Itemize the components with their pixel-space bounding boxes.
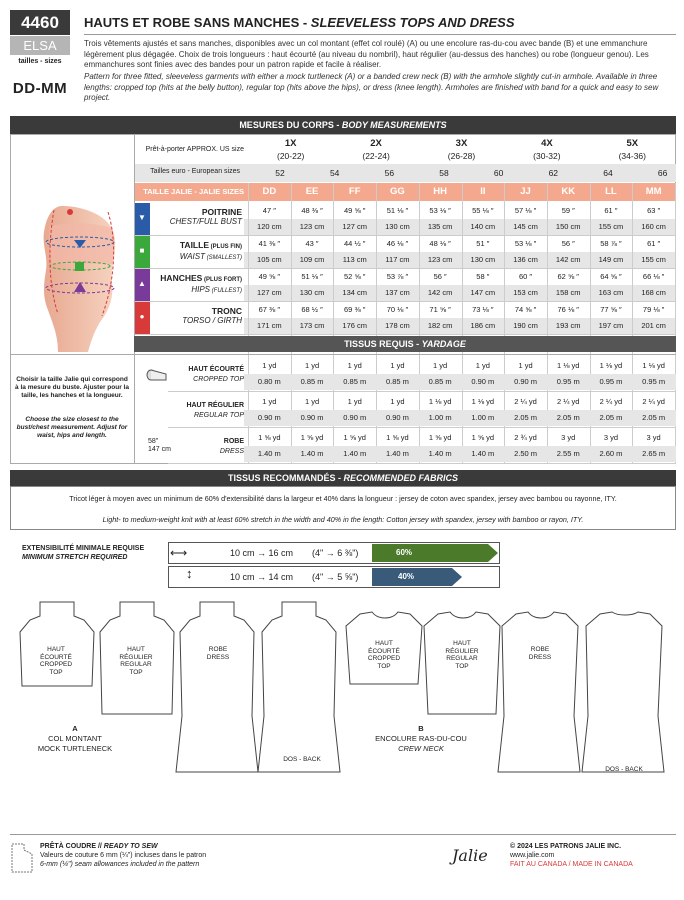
inch-value: 66 ⅛ ″ [642,272,665,281]
view-b-fr: ENCOLURE RAS-DU-COU [375,734,467,743]
inch-value: 51 ″ [476,239,490,248]
inch-value: 53 ⅛ ″ [429,206,451,215]
inch-value: 64 ⅝ ″ [600,272,622,281]
yardage-yd: 1 ⅛ yd [556,361,580,370]
measurements-title-fr: MESURES DU CORPS - [239,120,342,130]
measure-label [150,208,242,226]
euro-size: 64 [603,168,613,178]
measure-qual-fr: (PLUS FIN) [209,244,242,250]
yardage-m: 2.05 m [599,413,623,422]
stretch-v-percent: 40% [398,572,415,581]
yardage-label [172,400,244,420]
yardage-m: 0.90 m [385,413,409,422]
measure-label [150,274,242,296]
fabrics-en: Light- to medium-weight knit with at least 60% stretch in the width and 40% in the length: Cotton jersey with spandex, jersey with bamboo or rayon, ITY. [102,515,584,524]
inch-value: 57 ⅛ ″ [514,206,537,215]
ready-en: READY TO SEW [103,843,158,850]
measure-name-fr: TAILLE [179,240,209,250]
yardage-yd: 1 ⅝ yd [428,433,452,442]
cm-value: 113 cm [342,255,367,264]
inch-value: 77 ⅝ ″ [600,305,622,314]
euro-size: 60 [493,168,504,178]
fabrics-fr: Tricot léger à moyen avec un minimum de 60% d'extensibilité dans la largeur et 40% dans la longueur : jersey de coton avec spandex, jersey avec bambou ou rayonne, ITY. [69,494,617,503]
measure-qual-fr: (PLUS FORT) [202,277,242,283]
body-silhouette-icon [14,204,132,352]
view-b-dress [498,612,580,772]
row-divider [134,301,676,302]
inch-value: 52 ⅝ ″ [344,272,366,281]
yardage-yd: 1 ⅛ yd [471,397,495,406]
title-divider [84,34,676,35]
yardage-m: 1.00 m [428,413,452,422]
inch-value: 63 ″ [647,206,661,215]
yardage-m: 1.40 m [343,449,367,458]
yardage-label [172,364,244,384]
cm-value: 137 cm [385,288,410,297]
cm-value: 120 cm [257,222,282,231]
sizes-label: tailles - sizes [18,58,62,65]
jalie-logo: Jalie [452,846,488,865]
pattern-number: 4460 [10,10,70,35]
yardage-m: 0.90 m [300,413,324,422]
stretch-label-en: MINIMUM STRETCH REQUIRED [22,554,128,561]
stretch-label-fr: EXTENSIBILITÉ MINIMALE REQUISE [22,545,145,552]
rtw-range: (22-24) [362,151,390,161]
stretch-h-in: (4" → 6 ⅜") [312,548,359,558]
yardage-m: 0.85 m [385,377,409,386]
vertical-divider [134,134,135,464]
cm-value: 123 cm [299,222,325,231]
row-divider [168,427,676,428]
rtw-size: 4X [541,138,553,149]
cm-value: 136 cm [513,255,538,264]
yardage-m: 0.80 m [257,377,281,386]
yardage-yd: 1 yd [262,397,277,406]
yardage-name-en: CROPPED TOP [193,376,244,383]
yardage-yd: 1 ⅛ yd [642,361,665,370]
yardage-name-fr: ROBE [223,438,244,445]
cm-value: 142 cm [555,255,581,264]
jalie-size: KK [561,186,576,197]
pattern-name: ELSA [10,36,70,55]
website-link[interactable]: www.jalie.com [510,852,555,859]
measure-qual-en: (SMALLEST) [204,255,242,261]
rtw-range: (20-22) [276,151,305,161]
inch-value: 68 ½ ″ [301,305,323,314]
jalie-size: MM [645,186,662,197]
yardage-m: 0.95 m [556,377,580,386]
cm-value: 145 cm [513,222,538,231]
view-a-en: MOCK TURTLENECK [37,744,113,753]
yardage-label [172,436,244,456]
yardage-yd: 1 yd [390,361,405,370]
inch-value: 71 ⅝ ″ [429,305,451,314]
yardage-title-en: YARDAGE [421,339,466,349]
cm-value: 193 cm [555,321,581,330]
footer-company [510,842,633,869]
row-divider [168,463,676,464]
fabric-roll-icon [146,368,168,382]
inch-value: 53 ⅞ ″ [386,272,409,281]
inch-value: 59 ″ [561,206,575,215]
jalie-size: EE [305,186,319,197]
inch-value: 62 ⅝ ″ [557,272,579,281]
measurements-title-en: BODY MEASUREMENTS [341,120,447,130]
stretch-h-percent: 60% [396,548,413,557]
stretch-h-cm: 10 cm → 16 cm [230,548,294,558]
inch-value: 73 ⅛ ″ [472,305,494,314]
footer-divider [10,834,676,835]
euro-size: 52 [275,168,285,178]
yardage-m: 0.90 m [471,377,495,386]
yardage-m: 2.65 m [642,449,666,458]
yardage-yd: 1 yd [475,361,490,370]
description-en: Pattern for three fitted, sleeveless garments with either a mock turtleneck (A) or a banded crew neck (B) with the armhole slightly cut-in armhole. Available in three lengths: cropped top (hits at the belly button), regular top (hits above the hips), or dress (knee length). Armholes are finished with band for a quick and easy to sew project. [84,72,659,102]
yardage-m: 1.40 m [385,449,409,458]
view-a-fr: COL MONTANT [48,734,102,743]
view-a-dress [176,602,258,772]
yardage-m: 2.05 m [642,413,666,422]
label-a-dress: ROBE DRESS [206,646,230,661]
jalie-size: II [480,186,486,197]
yardage-m: 0.95 m [599,377,623,386]
yardage-note-en: Choose the size closest to the bust/chest measurement. Adjust for waist, hips and length. [16,416,128,439]
inch-value: 61 ″ [604,206,618,215]
rtw-range: (30-32) [533,151,561,161]
cm-value: 130 cm [299,288,325,297]
yardage-yd: 1 ⅛ yd [599,361,623,370]
view-a-caption [20,724,130,754]
cm-value: 201 cm [641,321,666,330]
inch-value: 46 ⅛ ″ [386,239,409,248]
label-b-cropped: HAUT ÉCOURTÉ CROPPED TOP [367,640,401,670]
yardage-yd: 1 ⅝ yd [386,433,409,442]
cm-value: 135 cm [427,222,453,231]
cm-value: 130 cm [470,255,496,264]
seam-fr: Valeurs de couture 6 mm (¼") incluses dans le patron [40,852,207,859]
label-b-regular: HAUT RÉGULIER REGULAR TOP [445,640,479,670]
yardage-yd: 1 yd [433,361,448,370]
label-a-cropped: HAUT ÉCOURTÉ CROPPED TOP [39,646,73,676]
measure-marker-icon: ▼ [138,213,146,222]
jalie-size: DD [262,186,277,197]
cm-value: 158 cm [555,288,581,297]
horizontal-arrow-icon: ⟷ [170,546,188,560]
yardage-yd: 1 ⅝ yd [471,433,495,442]
yardage-yd: 2 ¼ yd [599,397,623,406]
cm-value: 130 cm [385,222,410,231]
fabric-width-in: 58" [148,438,159,445]
cm-value: 176 cm [342,321,368,330]
yardage-name-fr: HAUT RÉGULIER [186,402,244,409]
title-en: SLEEVELESS TOPS AND DRESS [310,15,515,30]
cm-value: 163 cm [598,288,624,297]
inch-value: 51 ⅛ ″ [386,206,409,215]
stretch-v-cm: 10 cm → 14 cm [230,572,294,582]
cm-value: 127 cm [342,222,368,231]
stretch-60-arrow [372,544,500,562]
inch-value: 41 ⅜ ″ [258,239,281,248]
yardage-yd: 1 yd [390,397,405,406]
page-title [84,15,515,30]
measure-name-en: CHEST/FULL BUST [169,217,242,226]
footer-ready [40,842,206,869]
inch-value: 53 ⅛ ″ [514,239,537,248]
rtw-size: 2X [370,138,382,149]
yardage-title-fr: TISSUS REQUIS - [344,339,422,349]
yardage-divider [10,354,676,355]
yardage-m: 2.60 m [599,449,623,458]
measure-name-en: WAIST [179,252,205,261]
rtw-size: 1X [284,138,297,149]
cm-value: 149 cm [598,255,624,264]
measure-marker-icon: ▲ [138,279,146,288]
jalie-size: JJ [520,186,531,197]
yardage-m: 0.95 m [642,377,666,386]
yardage-m: 0.90 m [257,413,281,422]
measure-name-fr: TRONC [211,306,242,316]
rtw-label: Prêt-à-porter APPROX. US size [145,146,244,153]
measure-name-fr: POITRINE [201,207,242,217]
measurements-title-bar [10,116,676,134]
inch-value: 70 ⅛ ″ [386,305,409,314]
jalie-size: GG [390,186,405,197]
yardage-m: 0.85 m [300,377,324,386]
rtw-size: 3X [455,138,468,149]
euro-size: 66 [657,168,668,178]
cm-value: 105 cm [257,255,282,264]
cm-value: 134 cm [342,288,368,297]
measure-marker-icon: ● [139,312,145,321]
label-a-back: DOS - BACK [283,756,321,763]
cm-value: 171 cm [257,321,282,330]
cm-value: 155 cm [641,255,666,264]
yardage-m: 2.05 m [556,413,580,422]
yardage-m: 2.50 m [514,449,537,458]
cm-value: 140 cm [470,222,496,231]
yardage-yd: 1 yd [347,361,362,370]
yardage-name-en: DRESS [219,448,244,455]
yardage-yd: 1 yd [347,397,362,406]
view-a-dress-back [258,602,340,772]
yardage-yd: 1 ⅝ yd [343,433,366,442]
seam-en: 6-mm (¼") seam allowances included in the pattern [40,861,200,868]
yardage-yd: 2 ¾ yd [514,433,537,442]
yardage-yd: 2 ¼ yd [642,397,665,406]
cm-value: 117 cm [385,255,410,264]
cm-value: 109 cm [299,255,325,264]
inch-value: 49 ⅝ ″ [344,206,366,215]
inch-value: 58 ″ [476,272,490,281]
yardage-m: 0.90 m [343,413,367,422]
cm-value: 190 cm [513,321,538,330]
inch-value: 48 ⅛ ″ [429,239,451,248]
row-divider [168,391,676,392]
fabric-width [148,438,171,454]
inch-value: 60 ″ [518,272,533,281]
rtw-size: 5X [626,138,639,149]
yardage-name-fr: HAUT ÉCOURTÉ [188,366,244,373]
inch-value: 67 ⅜ ″ [258,305,281,314]
yardage-note-fr: Choisir la taille Jalie qui correspond à la mesure du buste. Ajuster pour la taille, les hanches et la longueur. [15,376,129,399]
cm-value: 127 cm [257,288,282,297]
measure-qual-en: (FULLEST) [209,288,242,294]
cm-value: 182 cm [427,321,453,330]
yardage-yd: 1 yd [518,361,533,370]
inch-value: 61 ″ [647,239,661,248]
yardage-yd: 1 ⅝ yd [258,433,281,442]
yardage-m: 1.40 m [471,449,495,458]
euro-size: 58 [439,168,449,178]
cm-value: 142 cm [427,288,453,297]
row-divider [134,334,676,335]
jalie-size: FF [348,186,361,197]
yardage-m: 1.40 m [300,449,324,458]
measure-name-en: HIPS [191,285,210,294]
measure-marker-icon: ■ [139,246,145,255]
inch-value: 79 ⅛ ″ [642,305,665,314]
cm-value: 197 cm [598,321,624,330]
label-b-back: DOS - BACK [605,766,643,773]
yardage-m: 2.55 m [556,449,580,458]
row-divider [134,268,676,269]
garment-illustrations [0,596,684,786]
fabrics-title-bar [10,470,676,486]
cm-value: 155 cm [598,222,624,231]
cm-value: 153 cm [513,288,538,297]
yardage-name-en: REGULAR TOP [193,412,244,419]
inch-value: 69 ⅜ ″ [344,305,366,314]
yardage-m: 1.40 m [428,449,452,458]
ready-fr: PRÊTÀ COUDRE // [40,843,104,850]
pattern-piece-icon [10,842,34,874]
euro-label: Tailles euro - European sizes [150,168,240,175]
cm-value: 178 cm [385,321,410,330]
stretch-40-arrow [372,568,464,586]
made-in: FAIT AU CANADA / MADE IN CANADA [510,861,633,868]
yardage-yd: 3 yd [561,433,576,442]
rtw-range: (26-28) [447,151,476,161]
yardage-yd: 1 ⅛ yd [428,397,452,406]
cm-value: 147 cm [470,288,496,297]
measure-name-en: TORSO / GIRTH [182,316,242,325]
yardage-yd: 1 yd [262,361,277,370]
copyright: © 2024 LES PATRONS JALIE INC. [510,843,622,850]
view-b-dress-back [582,612,664,772]
inch-value: 76 ⅛ ″ [557,305,579,314]
measure-label [150,241,242,263]
description-fr: Trois vêtements ajustés et sans manches, disponibles avec un col montant (effet col roulé) (A) ou une encolure ras-du-cou avec bande (B) et une emmanchure légèrement plus dégagée. Choix de trois longueurs : haut écourté (au niveau du nombril), haut régulier (au-dessus des hanches) ou robe (longueur genou). Les emmanchures sont finies avec des bandes pour un patron rapide et facile à réaliser. [84,39,649,69]
view-b-letter: B [418,724,424,733]
inch-value: 74 ⅝ ″ [514,305,537,314]
cm-value: 186 cm [470,321,496,330]
fabrics-title-fr: TISSUS RECOMMANDÉS - [227,473,344,483]
yardage-m: 1.40 m [257,449,281,458]
label-b-dress: ROBE DRESS [528,646,552,661]
size-range: DD-MM [12,80,68,97]
cm-value: 160 cm [641,222,666,231]
euro-size: 62 [548,168,559,178]
measure-name-fr: HANCHES [160,273,203,283]
yardage-title-bar [134,336,676,352]
cm-value: 123 cm [427,255,453,264]
fabric-width-cm: 147 cm [148,446,171,453]
yardage-yd: 2 ¼ yd [556,397,580,406]
inch-value: 43 ″ [305,239,319,248]
yardage-yd: 1 yd [304,361,320,370]
measure-label [150,307,242,325]
jalie-label: TAILLE JALIE - JALIE SIZES [143,187,244,196]
view-a-letter: A [72,724,78,733]
yardage-yd: 3 yd [603,433,619,442]
inch-value: 44 ½ ″ [344,239,366,248]
yardage-m: 0.85 m [343,377,367,386]
yardage-m: 1.00 m [471,413,495,422]
yardage-yd: 2 ¼ yd [514,397,537,406]
yardage-yd: 1 ⅝ yd [300,433,324,442]
inch-value: 55 ⅛ ″ [472,206,494,215]
yardage-m: 0.90 m [514,377,537,386]
stretch-label [22,544,144,562]
jalie-size: HH [433,186,447,197]
yardage-yd: 3 yd [646,433,661,442]
label-a-regular: HAUT RÉGULIER REGULAR TOP [119,646,153,676]
title-fr: HAUTS ET ROBE SANS MANCHES - [84,15,311,30]
inch-value: 48 ⅜ ″ [301,206,323,215]
yardage-m: 2.05 m [514,413,537,422]
yardage-yd: 1 yd [304,397,320,406]
fabrics-title-en: RECOMMENDED FABRICS [343,473,459,483]
stretch-v-in: (4" → 5 ⅝") [312,572,359,582]
inch-value: 51 ⅛ ″ [301,272,323,281]
inch-value: 56 ″ [433,272,447,281]
cm-value: 168 cm [641,288,666,297]
inch-value: 49 ⅝ ″ [258,272,281,281]
inch-value: 47 ″ [262,206,276,215]
euro-size: 56 [384,168,395,178]
vertical-arrow-icon: ↕ [186,566,193,581]
yardage-m: 0.85 m [428,377,452,386]
rtw-range: (34-36) [618,151,646,161]
inch-value: 58 ⅞ ″ [600,239,622,248]
inch-value: 56 ″ [561,239,575,248]
view-b-caption [356,724,486,754]
cm-value: 173 cm [299,321,325,330]
view-b-en: CREW NECK [398,744,444,753]
jalie-size: LL [605,186,617,197]
euro-size: 54 [329,168,340,178]
cm-value: 150 cm [555,222,581,231]
row-divider [134,235,676,236]
